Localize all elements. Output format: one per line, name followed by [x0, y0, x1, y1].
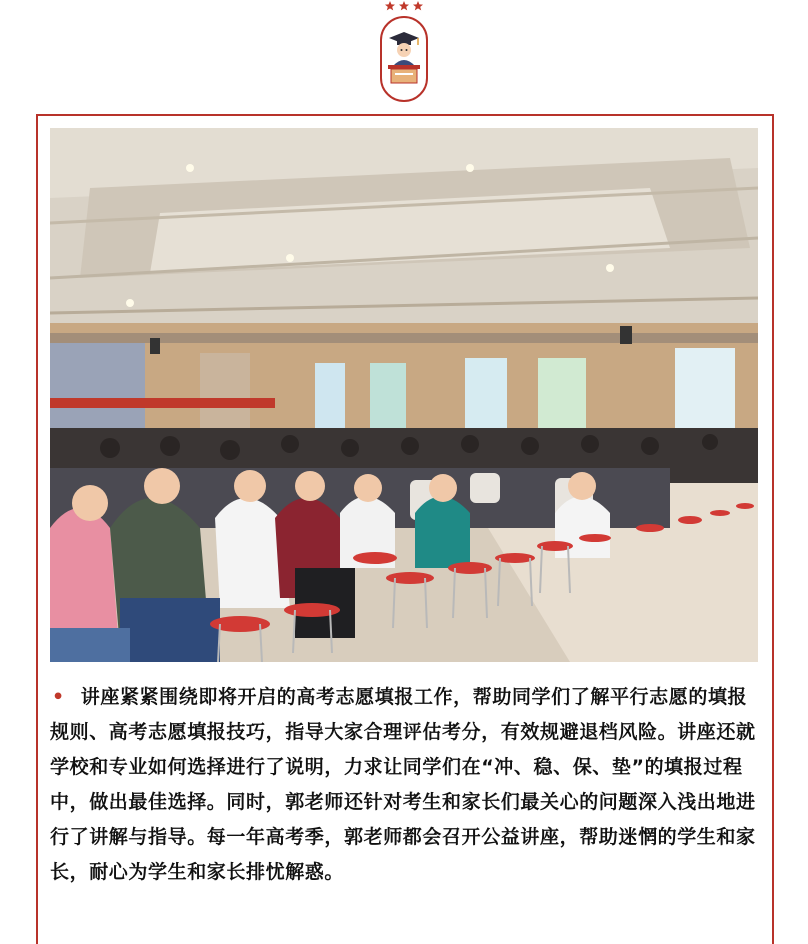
- star-icon: [399, 1, 409, 10]
- lecture-hall-illustration: [50, 128, 758, 662]
- star-icon: [385, 1, 395, 10]
- header-badge: [380, 16, 428, 102]
- star-icon: [413, 1, 423, 10]
- lecture-hall-photo: [50, 128, 758, 662]
- star-icons: [384, 0, 424, 12]
- header-stars: [384, 0, 424, 12]
- article-text: 讲座紧紧围绕即将开启的高考志愿填报工作，帮助同学们了解平行志愿的填报规则、高考志愿填报技巧，指导大家合理评估考分，有效规避退档风险。讲座还就学校和专业如何选择进行了说明，力求让同学们在“冲、稳、保、垫”的填报过程中，做出最佳选择。同时，郭老师还针对考生和家长们最关心的问题深入浅出地进行了讲解与指导。每一年高考季，郭老师都会召开公益讲座，帮助迷惘的学生和家长，耐心为学生和家长排忧解惑。: [50, 686, 756, 883]
- bullet-marker: •: [52, 686, 65, 708]
- teacher-at-desk-icon: [385, 30, 423, 92]
- article-body: [50, 680, 762, 890]
